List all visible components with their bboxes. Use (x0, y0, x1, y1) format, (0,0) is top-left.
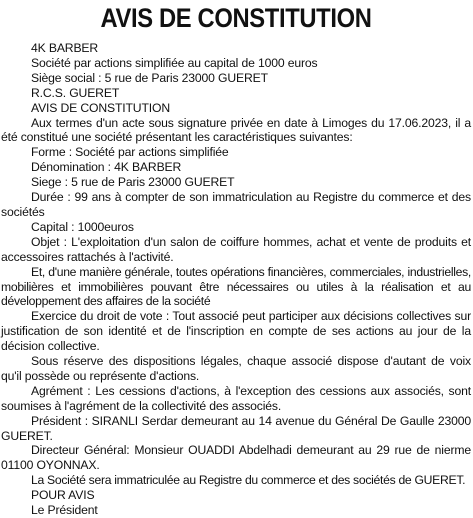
votes-paragraph: Sous réserve des dispositions légales, chaque associé dispose d'autant de voix qu'il possède ou représente d'actions. (1, 354, 471, 383)
deed-paragraph: Aux termes d'un acte sous signature privée en date à Limoges du 17.06.2023, il a été constitué une société présentant les caractéristiques suivantes: (1, 115, 471, 145)
registered-office: Siège social : 5 rue de Paris 23000 GUERET (31, 70, 268, 85)
form-line: Forme : Société par actions simplifiée (31, 145, 229, 160)
voting-rights-paragraph: Exercice du droit de vote : Tout associé peut participer aux décisions collectives sur justification de son identité et de l'inscription en compte de ses actions au jour de la décision collective. (1, 309, 471, 354)
duration-line: Durée : 99 ans à compter de son immatriculation au Registre du commerce et des sociétés (1, 190, 471, 219)
notice-title: AVIS DE CONSTITUTION (100, 3, 372, 33)
registration-paragraph: La Société sera immatriculée au Registre du commerce et des sociétés de GUERET. (31, 473, 466, 488)
company-name: 4K BARBER (31, 41, 99, 55)
purpose-paragraph: Objet : L'exploitation d'un salon de coiffure hommes, achat et vente de produits et accessoires rattachés à l'activité. (1, 234, 471, 264)
general-director-paragraph: Directeur Général: Monsieur OUADDI Abdelhadi demeurant au 29 rue de nierme 01100 OYONNAX. (1, 443, 471, 473)
capital-line: Capital : 1000euros (31, 219, 134, 234)
president-paragraph: Président : SIRANLI Serdar demeurant au 14 avenue du Général De Gaulle 23000 GUERET. (1, 413, 471, 443)
seat-line: Siege : 5 rue de Paris 23000 GUERET (31, 175, 235, 190)
general-operations-paragraph: Et, d'une manière générale, toutes opérations financières, commerciales, industrielles, mobilières et immobilières pouvant être nécessaires ou utiles à la réalisation et au développement des affaires de la société (1, 264, 471, 309)
pour-avis-line: POUR AVIS (31, 488, 95, 503)
notice-body (1, 41, 471, 518)
notice-subheading: AVIS DE CONSTITUTION (31, 100, 170, 115)
signatory-line: Le Président (31, 503, 98, 518)
rcs-registry: R.C.S. GUERET (31, 85, 120, 100)
company-form-capital: Société par actions simplifiée au capital de 1000 euros (31, 55, 318, 70)
approval-paragraph: Agrément : Les cessions d'actions, à l'exception des cessions aux associés, sont soumises à l'agrément de la collectivité des associés. (1, 383, 471, 413)
denomination-line: Dénomination : 4K BARBER (31, 160, 182, 175)
